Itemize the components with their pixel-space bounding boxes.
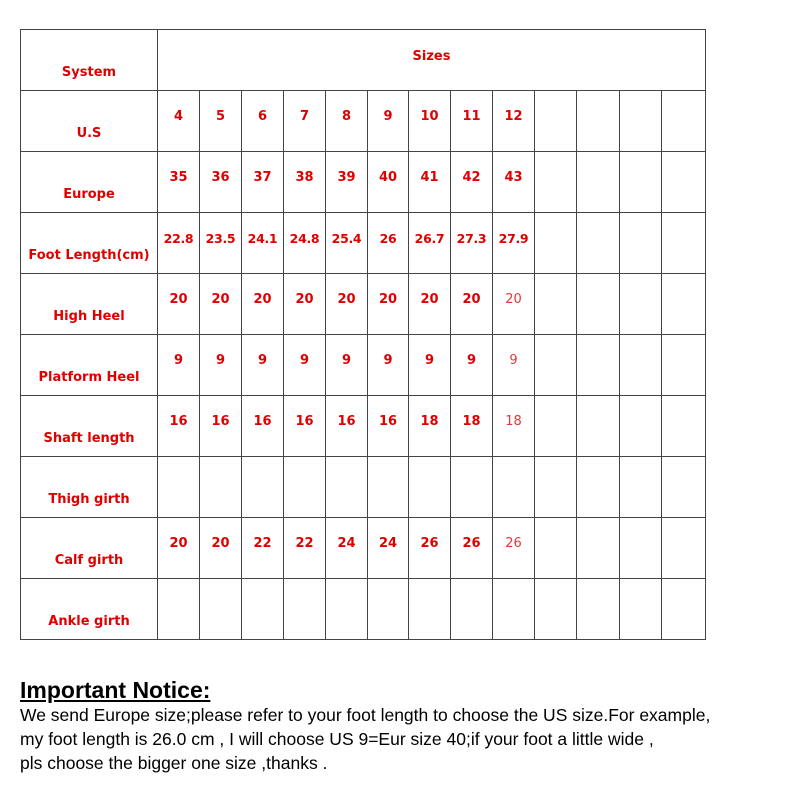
size-cell [620,274,662,335]
size-cell [368,579,409,640]
size-cell [158,457,200,518]
size-cell [577,91,620,152]
size-cell: 20 [200,274,242,335]
size-cell: 9 [200,335,242,396]
size-cell [535,335,577,396]
size-cell: 20 [200,518,242,579]
size-cell [326,457,368,518]
notice-line-2: my foot length is 26.0 cm , I will choose US 9=Eur size 40;if your foot a little wide , [20,729,654,749]
size-cell: 10 [409,91,451,152]
row-label: High Heel [21,274,158,335]
table-row [21,91,706,152]
size-cell [535,396,577,457]
size-cell [662,457,706,518]
table-row [21,335,706,396]
size-cell: 6 [242,91,284,152]
size-cell [662,274,706,335]
size-cell: 16 [158,396,200,457]
size-cell [662,518,706,579]
size-cell: 5 [200,91,242,152]
size-cell [493,579,535,640]
size-cell: 27.9 [493,213,535,274]
notice-title: Important Notice: [20,677,211,703]
size-cell: 9 [284,335,326,396]
size-cell: 16 [368,396,409,457]
size-cell [535,579,577,640]
size-cell: 26.7 [409,213,451,274]
size-cell [326,579,368,640]
size-cell: 20 [158,518,200,579]
size-cell: 7 [284,91,326,152]
size-cell: 20 [158,274,200,335]
size-cell: 24.8 [284,213,326,274]
size-cell [662,213,706,274]
size-cell: 9 [158,335,200,396]
size-cell [368,457,409,518]
size-cell: 20 [493,274,535,335]
size-cell [535,213,577,274]
size-cell: 9 [493,335,535,396]
size-cell: 9 [368,91,409,152]
size-cell [662,335,706,396]
size-cell: 16 [326,396,368,457]
table-row [21,579,706,640]
size-cell: 23.5 [200,213,242,274]
size-cell: 9 [242,335,284,396]
row-label: U.S [21,91,158,152]
size-cell: 24 [368,518,409,579]
size-cell: 16 [200,396,242,457]
table-row [21,518,706,579]
size-cell: 22.8 [158,213,200,274]
size-cell: 26 [409,518,451,579]
size-cell [451,457,493,518]
size-cell [577,396,620,457]
size-cell [620,579,662,640]
size-cell [620,335,662,396]
row-label: Europe [21,152,158,213]
size-cell [577,335,620,396]
table-row [21,152,706,213]
size-cell [242,457,284,518]
size-cell: 22 [284,518,326,579]
size-cell: 27.3 [451,213,493,274]
size-cell: 18 [409,396,451,457]
table-row [21,213,706,274]
size-cell: 9 [451,335,493,396]
size-cell: 8 [326,91,368,152]
size-cell: 40 [368,152,409,213]
size-cell [620,152,662,213]
size-cell [577,457,620,518]
size-cell [620,457,662,518]
size-cell: 35 [158,152,200,213]
size-cell [409,579,451,640]
size-cell [200,579,242,640]
size-cell: 16 [242,396,284,457]
size-cell [451,579,493,640]
size-cell [577,213,620,274]
size-cell [577,274,620,335]
size-cell: 20 [242,274,284,335]
size-cell: 22 [242,518,284,579]
size-cell [662,91,706,152]
size-cell: 9 [368,335,409,396]
size-cell: 42 [451,152,493,213]
size-cell: 20 [284,274,326,335]
size-cell [662,152,706,213]
row-label: Foot Length(cm) [21,213,158,274]
row-label: Shaft length [21,396,158,457]
table-row [21,274,706,335]
size-cell [200,457,242,518]
size-cell: 24 [326,518,368,579]
size-cell [535,152,577,213]
size-cell [620,213,662,274]
table-row [21,457,706,518]
size-cell: 20 [409,274,451,335]
size-cell: 12 [493,91,535,152]
size-cell [284,457,326,518]
header-row [21,30,706,91]
size-cell [577,579,620,640]
size-cell [662,396,706,457]
size-cell: 25.4 [326,213,368,274]
size-cell [620,91,662,152]
size-cell [284,579,326,640]
size-cell: 39 [326,152,368,213]
size-chart-table [20,29,706,640]
size-cell: 43 [493,152,535,213]
size-cell: 9 [326,335,368,396]
size-cell [409,457,451,518]
size-cell [662,579,706,640]
table-row [21,396,706,457]
size-cell [158,579,200,640]
size-cell: 9 [409,335,451,396]
size-cell: 24.1 [242,213,284,274]
size-cell: 38 [284,152,326,213]
size-cell: 18 [493,396,535,457]
row-label: Platform Heel [21,335,158,396]
system-header-cell: System [21,30,158,91]
size-cell [620,396,662,457]
row-label: Calf girth [21,518,158,579]
important-notice [20,677,790,775]
size-cell [535,518,577,579]
notice-line-3: pls choose the bigger one size ,thanks . [20,753,328,773]
size-cell [535,274,577,335]
size-cell: 37 [242,152,284,213]
row-label: Thigh girth [21,457,158,518]
size-cell: 11 [451,91,493,152]
size-cell: 20 [326,274,368,335]
size-cell: 26 [451,518,493,579]
row-label: Ankle girth [21,579,158,640]
size-cell: 4 [158,91,200,152]
size-cell [535,457,577,518]
sizes-header-cell: Sizes [158,30,706,91]
size-cell [577,518,620,579]
notice-line-1: We send Europe size;please refer to your foot length to choose the US size.For example, [20,705,711,725]
size-cell: 36 [200,152,242,213]
size-cell [242,579,284,640]
size-cell: 26 [368,213,409,274]
size-cell: 20 [368,274,409,335]
size-cell [535,91,577,152]
size-cell [577,152,620,213]
size-cell: 26 [493,518,535,579]
size-cell: 20 [451,274,493,335]
size-cell [493,457,535,518]
size-cell [620,518,662,579]
size-cell: 16 [284,396,326,457]
size-cell: 18 [451,396,493,457]
size-cell: 41 [409,152,451,213]
